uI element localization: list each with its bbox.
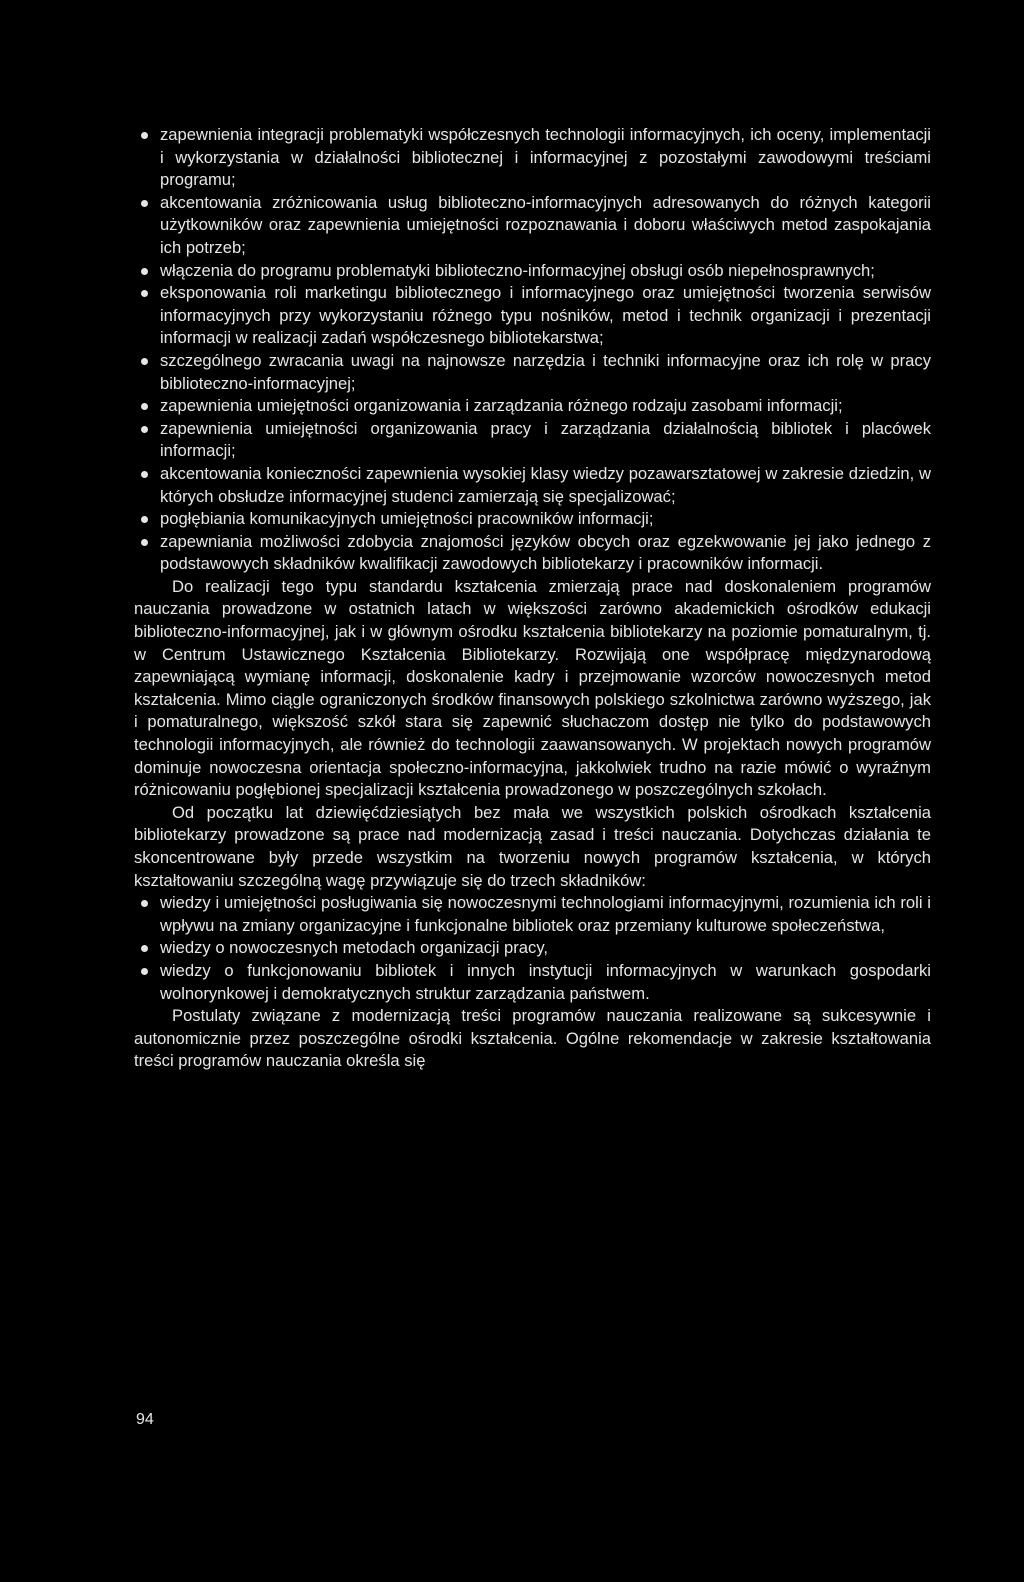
- list-item: zapewnienia integracji problematyki współczesnych technologii informacyjnych, ich oceny, implementacji i wykorzystania w działalności bibliotecznej i informacyjnej z pozostałymi zawodowymi treściami programu;: [134, 124, 931, 192]
- list-item: wiedzy o nowoczesnych metodach organizacji pracy,: [134, 937, 931, 960]
- page-body: [134, 124, 931, 1073]
- list-item: akcentowania zróżnicowania usług biblioteczno-informacyjnych adresowanych do różnych kategorii użytkowników oraz zapewnienia umiejętności rozpoznawania i doboru właściwych metod zaspokajania ich potrzeb;: [134, 192, 931, 260]
- bullet-list-2: [134, 892, 931, 1005]
- list-item: zapewnienia umiejętności organizowania pracy i zarządzania działalnością bibliotek i placówek informacji;: [134, 418, 931, 463]
- list-item: włączenia do programu problematyki biblioteczno-informacyjnej obsługi osób niepełnosprawnych;: [134, 260, 931, 283]
- list-item: eksponowania roli marketingu bibliotecznego i informacyjnego oraz umiejętności tworzenia serwisów informacyjnych przy wykorzystaniu różnego typu nośników, metod i technik organizacji i prezentacji informacji w realizacji zadań współczesnego bibliotekarstwa;: [134, 282, 931, 350]
- list-item: zapewniania możliwości zdobycia znajomości języków obcych oraz egzekwowanie jej jako jednego z podstawowych składników kwalifikacji zawodowych bibliotekarzy i pracowników informacji.: [134, 531, 931, 576]
- list-item: wiedzy o funkcjonowaniu bibliotek i innych instytucji informacyjnych w warunkach gospodarki wolnorynkowej i demokratycznych struktur zarządzania państwem.: [134, 960, 931, 1005]
- list-item: szczególnego zwracania uwagi na najnowsze narzędzia i techniki informacyjne oraz ich rolę w pracy biblioteczno-informacyjnej;: [134, 350, 931, 395]
- list-item: pogłębiania komunikacyjnych umiejętności pracowników informacji;: [134, 508, 931, 531]
- list-item: akcentowania konieczności zapewnienia wysokiej klasy wiedzy pozawarsztatowej w zakresie dziedzin, w których obsłudze informacyjnej studenci zamierzają się specjalizować;: [134, 463, 931, 508]
- list-item: wiedzy i umiejętności posługiwania się nowoczesnymi technologiami informacyjnymi, rozumienia ich roli i wpływu na zmiany organizacyjne i funkcjonalne bibliotek oraz przemiany kulturowe społeczeństwa,: [134, 892, 931, 937]
- body-paragraph-1: Do realizacji tego typu standardu kształcenia zmierzają prace nad doskonaleniem programów nauczania prowadzone w ostatnich latach w większości zarówno akademickich ośrodków edukacji biblioteczno-informacyjnej, jak i w głównym ośrodku kształcenia bibliotekarzy na poziomie pomaturalnym, tj. w Centrum Ustawicznego Kształcenia Bibliotekarzy. Rozwijają one współpracę międzynarodową zapewniającą wymianę informacji, doskonalenie kadry i przejmowanie wzorców nowoczesnych metod kształcenia. Mimo ciągle ograniczonych środków finansowych polskiego szkolnictwa zarówno wyższego, jak i pomaturalnego, większość szkół stara się zapewnić słuchaczom dostęp nie tylko do podstawowych technologii informacyjnych, ale również do technologii zaawansowanych. W projektach nowych programów dominuje nowoczesna orientacja społeczno-informacyjna, jakkolwiek trudno na razie mówić o wyraźnym różnicowaniu pogłębionej specjalizacji kształcenia prowadzonego w poszczególnych szkołach.: [134, 576, 931, 800]
- bullet-list-1: [134, 124, 931, 576]
- body-paragraph-3: Postulaty związane z modernizacją treści programów nauczania realizowane są sukcesywnie i autonomicznie przez poszczególne ośrodki kształcenia. Ogólne rekomendacje w zakresie kształtowania treści programów nauczania określa się: [134, 1006, 931, 1071]
- page-number: 94: [136, 1411, 154, 1428]
- list-item: zapewnienia umiejętności organizowania i zarządzania różnego rodzaju zasobami informacji;: [134, 395, 931, 418]
- body-paragraph-2: Od początku lat dziewięćdziesiątych bez mała we wszystkich polskich ośrodkach kształcenia bibliotekarzy prowadzone są prace nad modernizacją zasad i treści nauczania. Dotychczas działania te skoncentrowane były przede wszystkim na tworzeniu nowych programów kształcenia, w których kształtowaniu szczególną wagę przywiązuje się do trzech składników:: [134, 802, 931, 890]
